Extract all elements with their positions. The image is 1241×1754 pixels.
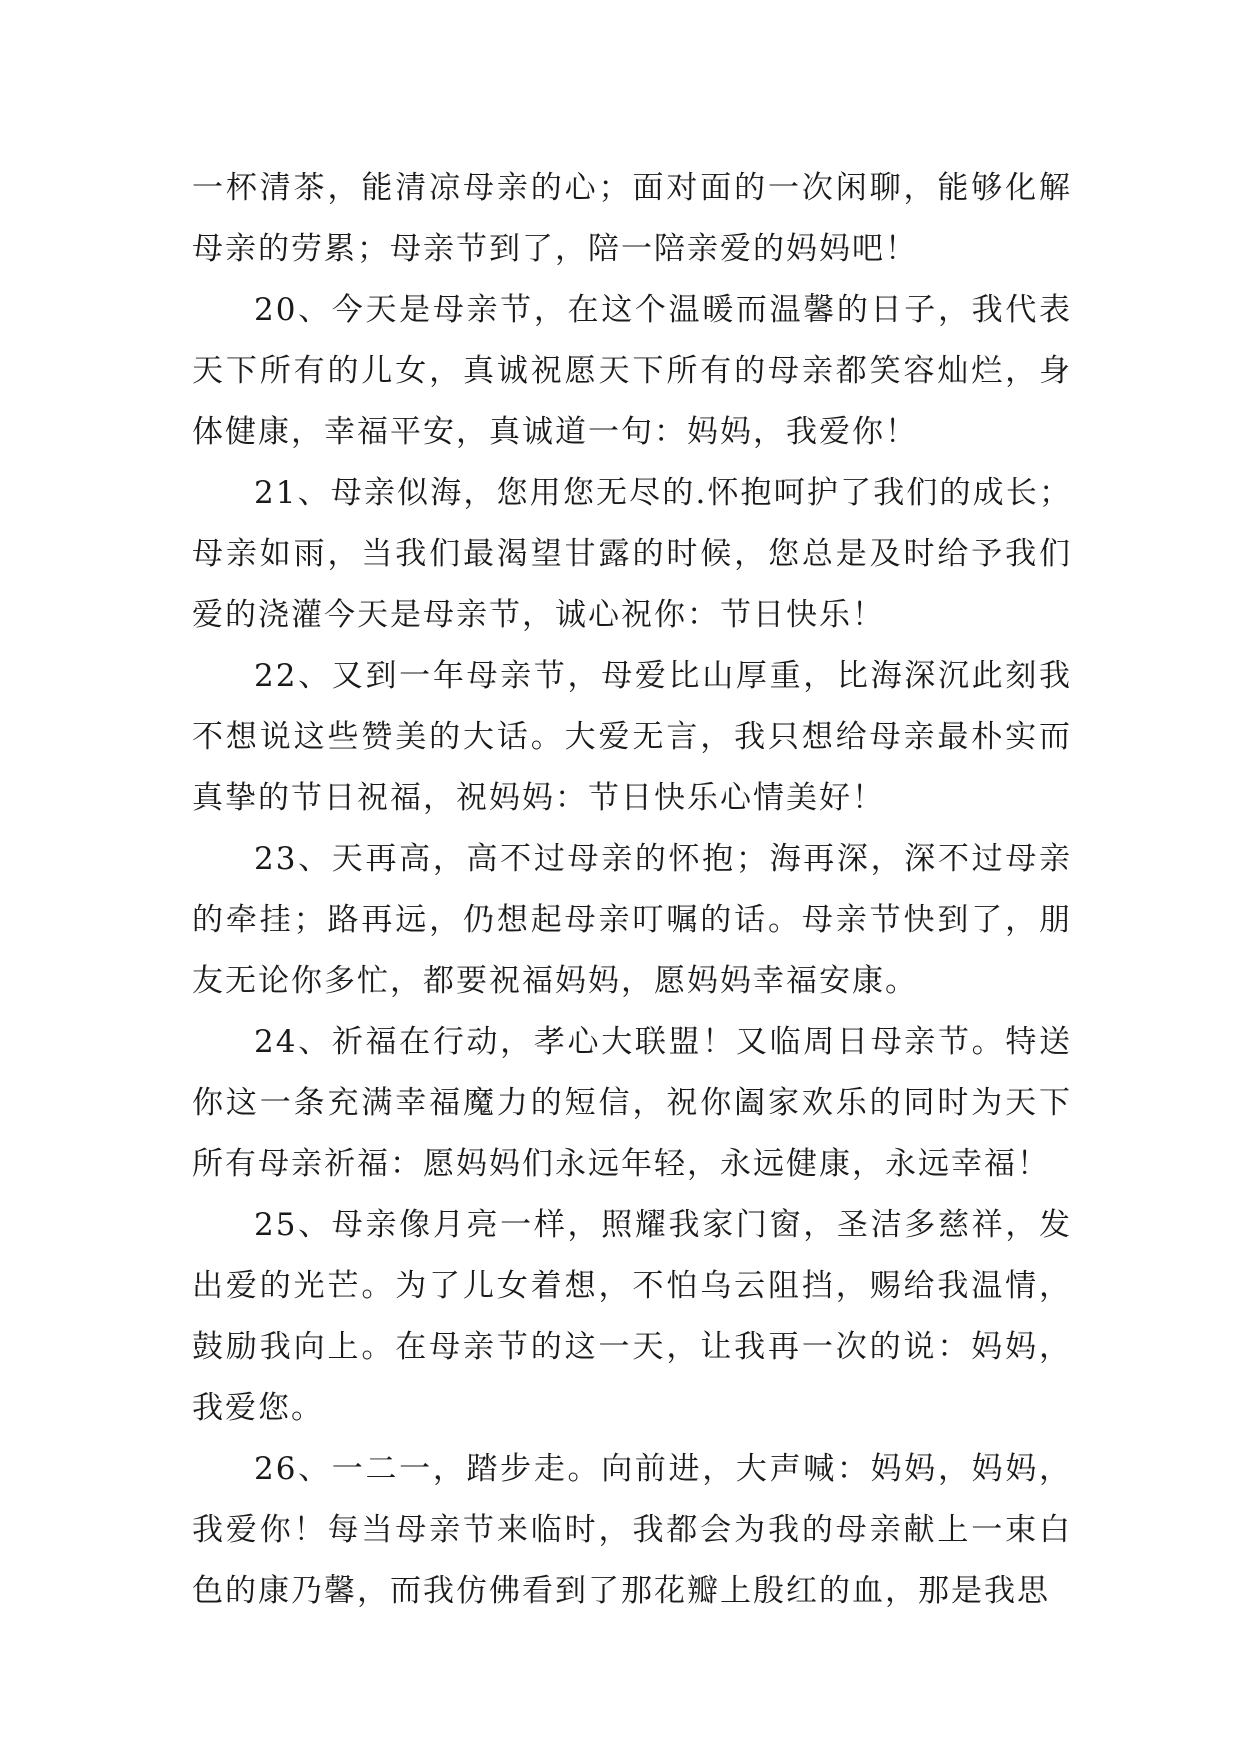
- document-body: [192, 158, 1072, 1622]
- paragraph-24: 24、祈福在行动，孝心大联盟！又临周日母亲节。特送你这一条充满幸福魔力的短信，祝你阖家欢乐的同时为天下所有母亲祈福：愿妈妈们永远年轻，永远健康，永远幸福！: [192, 1024, 1072, 1182]
- paragraph-20: 20、今天是母亲节，在这个温暖而温馨的日子，我代表天下所有的儿女，真诚祝愿天下所有的母亲都笑容灿烂，身体健康，幸福平安，真诚道一句：妈妈，我爱你！: [192, 292, 1072, 450]
- paragraph-21: 21、母亲似海，您用您无尽的.怀抱呵护了我们的成长；母亲如雨，当我们最渴望甘露的时候，您总是及时给予我们爱的浇灌今天是母亲节，诚心祝你：节日快乐！: [192, 475, 1072, 633]
- paragraph-25: 25、母亲像月亮一样，照耀我家门窗，圣洁多慈祥，发出爱的光芒。为了儿女着想，不怕乌云阻挡，赐给我温情，鼓励我向上。在母亲节的这一天，让我再一次的说：妈妈，我爱您。: [192, 1207, 1072, 1426]
- paragraph-23: 23、天再高，高不过母亲的怀抱；海再深，深不过母亲的牵挂；路再远，仍想起母亲叮嘱的话。母亲节快到了，朋友无论你多忙，都要祝福妈妈，愿妈妈幸福安康。: [192, 841, 1072, 999]
- paragraph-22: 22、又到一年母亲节，母爱比山厚重，比海深沉此刻我不想说这些赞美的大话。大爱无言，我只想给母亲最朴实而真挚的节日祝福，祝妈妈：节日快乐心情美好！: [192, 658, 1072, 816]
- paragraph-intro: 一杯清茶，能清凉母亲的心；面对面的一次闲聊，能够化解母亲的劳累；母亲节到了，陪一陪亲爱的妈妈吧！: [192, 170, 1072, 267]
- paragraph-26: 26、一二一，踏步走。向前进，大声喊：妈妈，妈妈，我爱你！每当母亲节来临时，我都会为我的母亲献上一束白色的康乃馨，而我仿佛看到了那花瓣上殷红的血，那是我思: [192, 1451, 1072, 1609]
